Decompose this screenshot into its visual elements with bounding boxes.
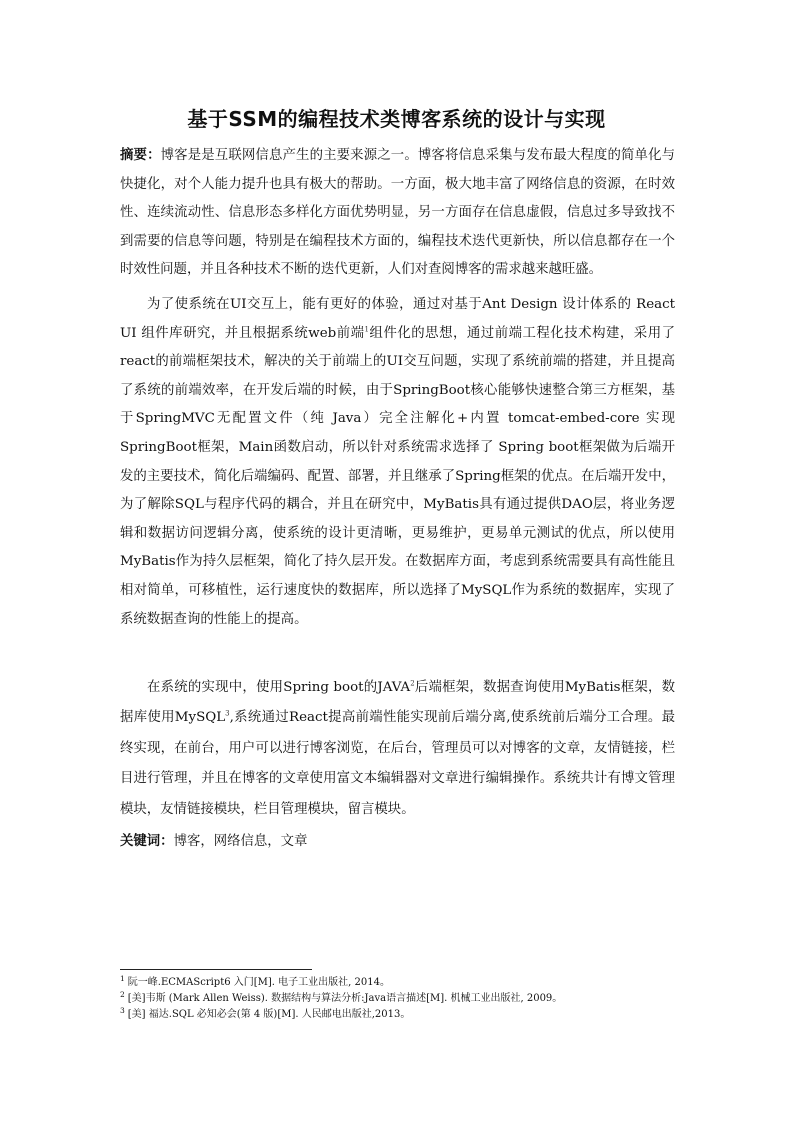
keywords-line [120,828,675,857]
abstract-paragraph [120,142,675,285]
paragraph-2-text-a: 为了使系统在UI交互上，能有更好的体验，通过对基于Ant Design 设计体系的 React UI 组件库研究，并且根据系统web前端 [120,297,675,341]
footnote-number: 1 [120,973,125,983]
abstract-text: 博客是是互联网信息产生的主要来源之一。博客将信息采集与发布最大程度的简单化与快捷化，对个人能力提升也具有极大的帮助。一方面，极大地丰富了网络信息的资源，在时效性、连续流动性、信息形态多样化方面优势明显，另一方面存在信息虚假，信息过多导致找不到需要的信息等问题，特别是在编程技术方面的，编程技术迭代更新快，所以信息都存在一个时效性问题，并且各种技术不断的迭代更新，人们对查阅博客的需求越来越旺盛。 [120,148,676,278]
keywords-text: 博客，网络信息，文章 [173,834,308,849]
paragraph-3-text-c: ,系统通过React提高前端性能实现前后端分离,使系统前后端分工合理。最终实现，在前台，用户可以进行博客浏览，在后台，管理员可以对博客的文章，友情链接，栏目进行管理，并且在博客的文章使用富文本编辑器对文章进行编辑操作。系统共计有博文管理模块，友情链接模块，栏目管理模块，留言模块。 [120,710,675,817]
footnote-text: 阮一峰.ECMAScript6 入门[M]. 电子工业出版社, 2014。 [127,977,390,988]
keywords-label: 关键词： [120,834,174,849]
footnote-number: 3 [120,1005,125,1015]
abstract-label: 摘要： [120,148,161,163]
footnote-number: 2 [120,989,125,999]
page-title: 基于SSM的编程技术类博客系统的设计与实现 [187,107,606,131]
footnote-text: [美]韦斯 (Mark Allen Weiss). 数据结构与算法分析:Java语言描述[M]. 机械工业出版社, 2009。 [127,993,563,1004]
paragraph-3-text-b: 后端框架，数据查询使用MyBatis框架，数据库使用MySQL [120,680,675,726]
footnote-1 [120,975,680,991]
footnote-text: [美] 福达.SQL 必知必会(第 4 版)[M]. 人民邮电出版社,2013。 [127,1009,411,1020]
footnote-ref-3[interactable]: 3 [225,709,230,718]
paragraph-3-text-a: 在系统的实现中，使用Spring boot的JAVA [147,680,411,695]
footnotes [120,975,680,1023]
body-paragraph-2 [120,291,675,634]
body-paragraph-3 [120,673,675,825]
footnote-2 [120,991,680,1007]
footnote-ref-1[interactable]: 1 [364,325,370,334]
footnote-3 [120,1007,680,1023]
footnote-ref-2[interactable]: 2 [410,679,415,688]
footnote-separator [120,969,312,970]
paragraph-2-text-b: 组件化的思想，通过前端工程化技术构建，采用了react的前端框架技术，解决的关于前端上的UI交互问题，实现了系统前端的搭建，并且提高了系统的前端效率，在开发后端的时候，由于SpringBoot核心能够快速整合第三方框架，基于SpringMVC无配置文件（纯 Java）完全注解化+内置 tomcat-embed-core 实现SpringBoot框架，Main函数启动，所以针对系统需求选择了 Spring boot框架做为后端开发的主要技术，简化后端编码、配置、部署，并且继承了Spring框架的优点。在后端开发中，为了解除SQL与程序代码的耦合，并且在研究中，MyBatis具有通过提供DAO层，将业务逻辑和数据访问逻辑分离，使系统的设计更清晰，更易维护，更易单元测试的优点，所以使用MyBatis作为持久层框架，简化了持久层开发。在数据库方面，考虑到系统需要具有高性能且相对简单，可移植性，运行速度快的数据库，所以选择了MySQL作为系统的数据库，实现了系统数据查询的性能上的提高。 [120,325,675,627]
